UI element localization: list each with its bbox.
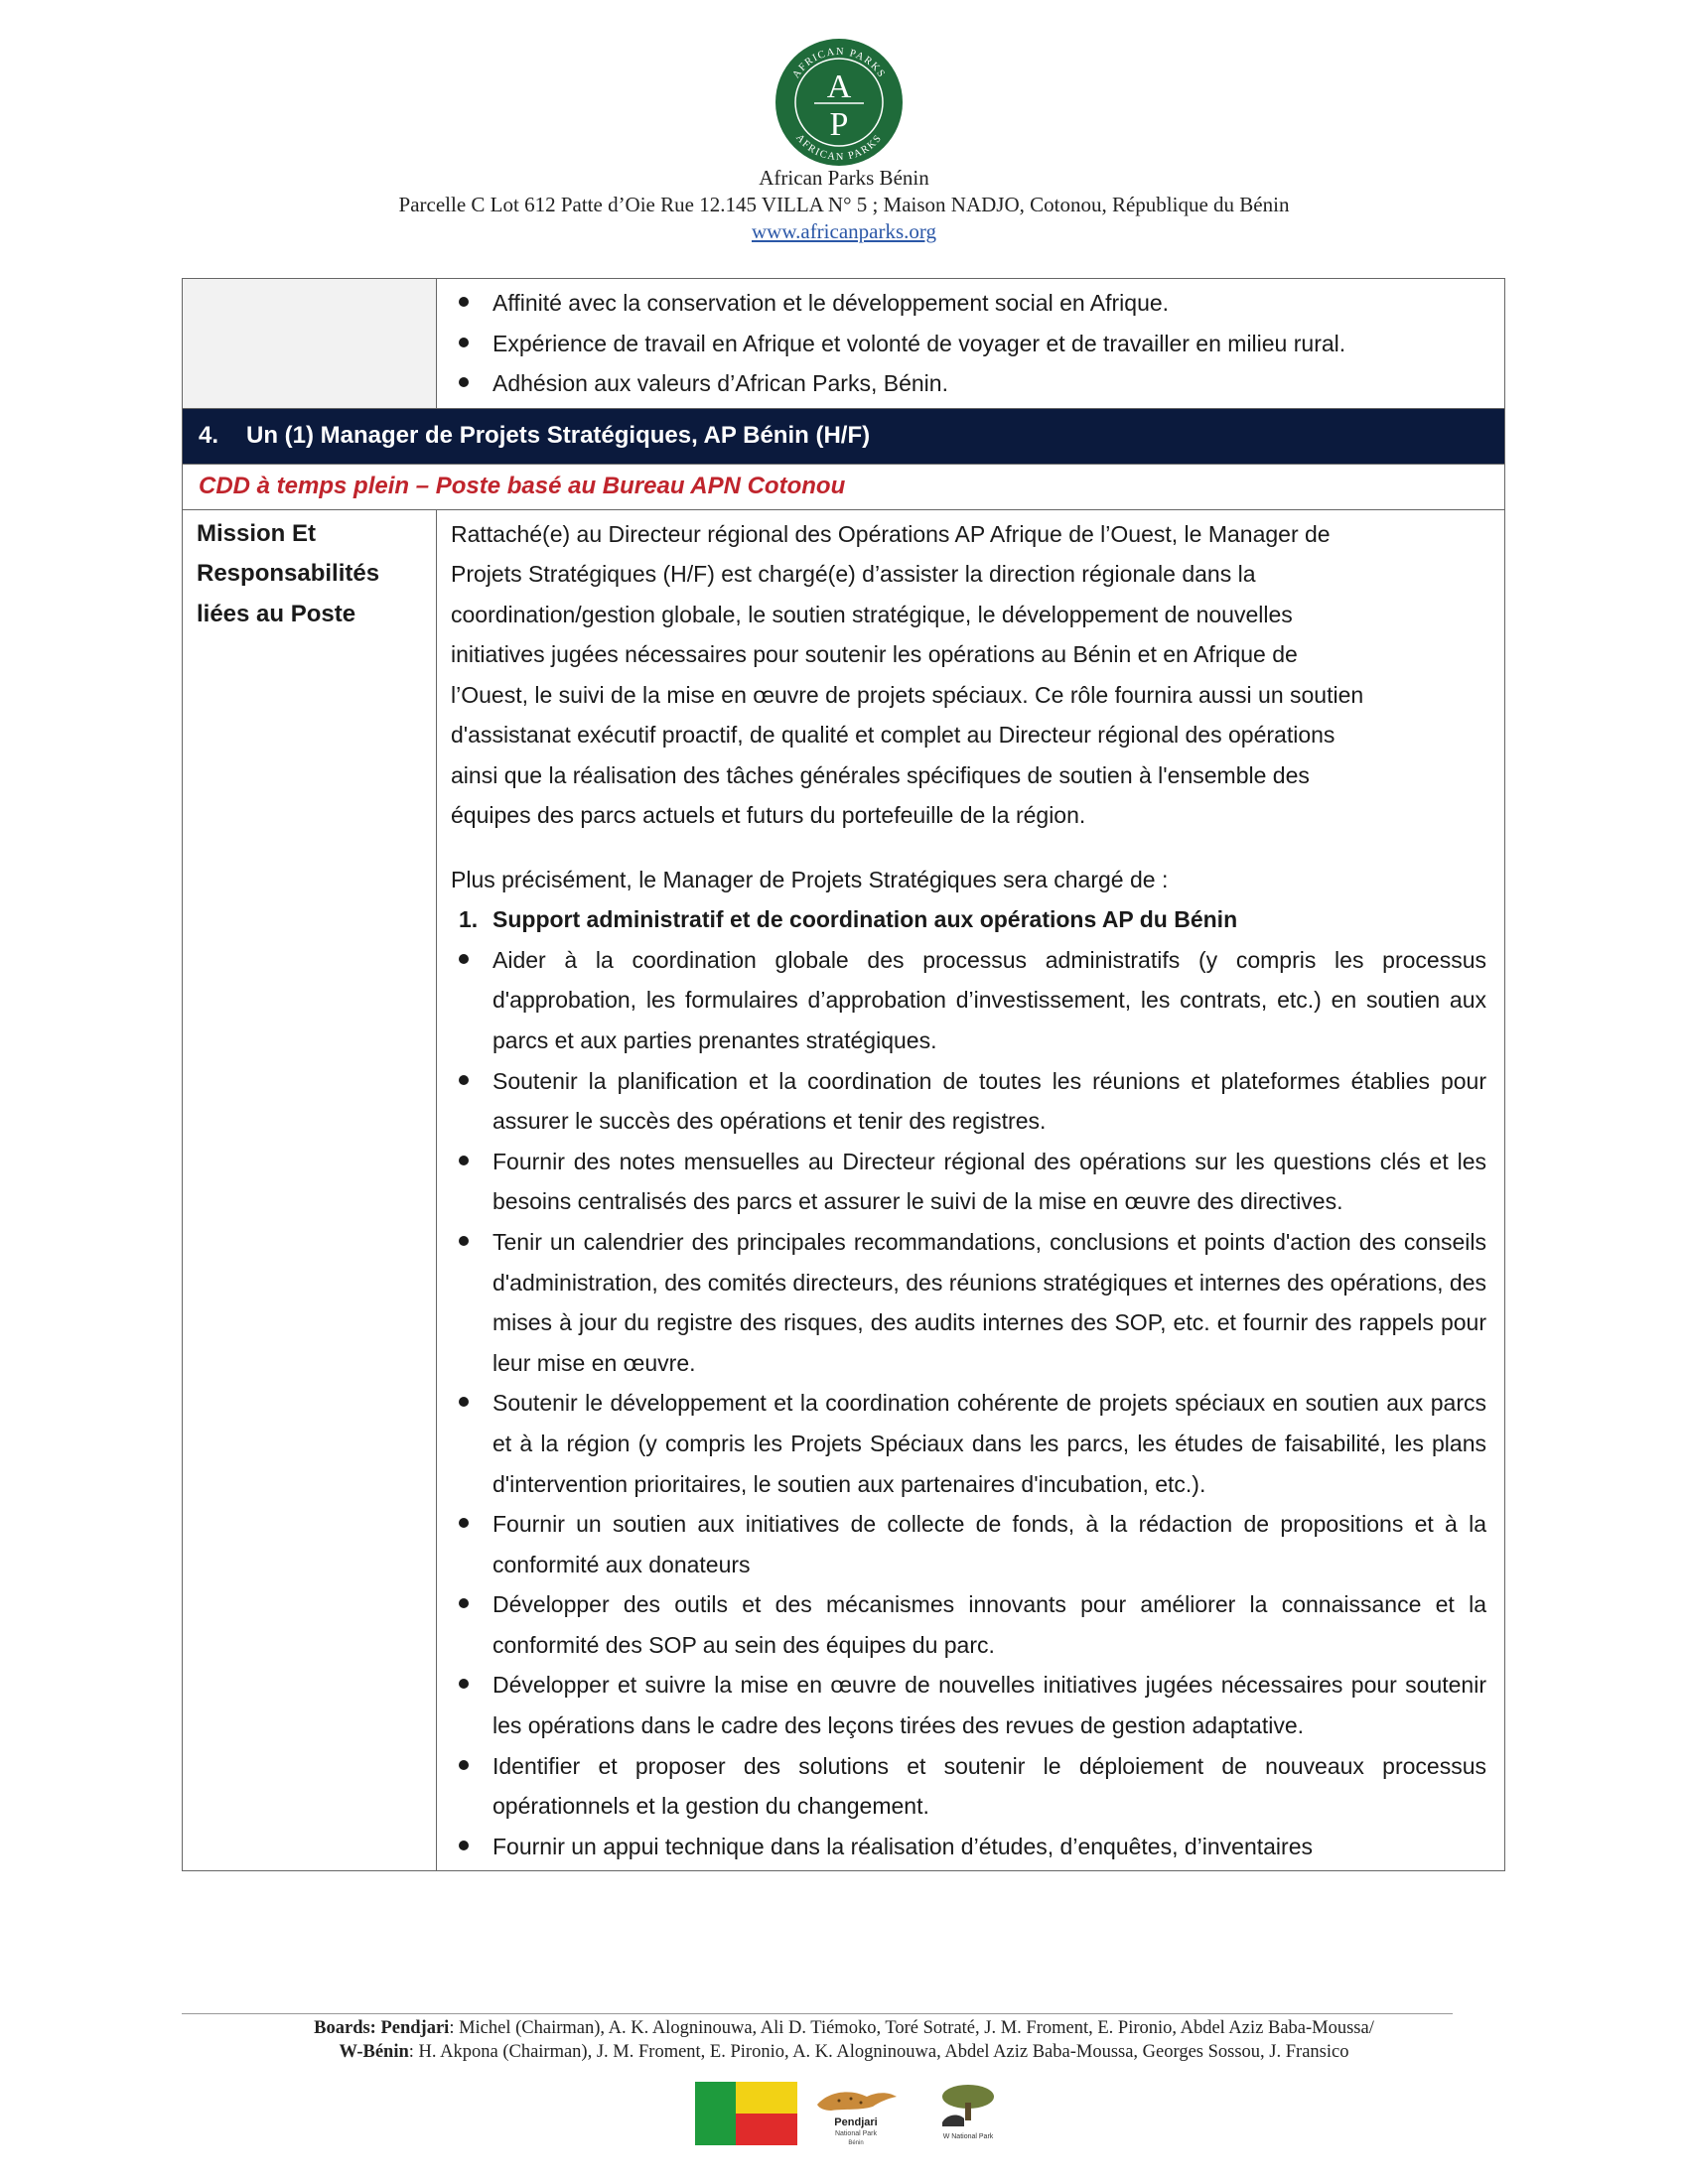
footer-divider: [182, 2013, 1453, 2014]
list-item: Fournir un soutien aux initiatives de collecte de fonds, à la rédaction de propositions et à la conformité aux donateurs: [451, 1504, 1486, 1584]
section-number: 4.: [199, 422, 219, 450]
list-item: Fournir des notes mensuelles au Directeur régional des opérations sur les questions clés et les besoins centralisés des parcs et assurer le suivi de la mise en œuvre des directives.: [451, 1142, 1486, 1222]
logo-letter-p: P: [829, 106, 849, 143]
logo-ring-top: AFRICAN PARKS: [790, 46, 888, 80]
w-national-park-logo: [928, 2077, 1008, 2148]
bullet-icon: [459, 1760, 469, 1770]
list-item: Aider à la coordination globale des processus administratifs (y compris les processus d'approbation, les formulaires d’approbation d’investissement, les contrats, etc.) en soutien aux parcs et aux parties prenantes stratégiques.: [451, 940, 1486, 1061]
african-parks-logo: [774, 38, 904, 167]
list-item: Tenir un calendrier des principales recommandations, conclusions et points d'action des conseils d'administration, des comités directeurs, des réunions stratégiques et internes des opérations, des mises à jour du registre des risques, des audits internes des SOP, etc. et fournir des rappels pour leur mise en œuvre.: [451, 1222, 1486, 1383]
list-item: Développer et suivre la mise en œuvre de nouvelles initiatives jugées nécessaires pour soutenir les opérations dans le cadre des leçons tirées des revues de gestion adaptative.: [451, 1665, 1486, 1745]
empty-label-cell: [183, 279, 437, 408]
bullet-icon: [459, 954, 469, 964]
list-item: Identifier et proposer des solutions et soutenir le déploiement de nouveaux processus opérationnels et la gestion du changement.: [451, 1746, 1486, 1827]
pendjari-park-logo: [809, 2077, 904, 2148]
section-title: Un (1) Manager de Projets Stratégiques, AP Bénin (H/F): [246, 422, 871, 450]
benin-flag-icon: [695, 2082, 797, 2145]
bullet-icon: [459, 1236, 469, 1246]
bullet-icon: [459, 1518, 469, 1528]
mission-intro: Rattaché(e) au Directeur régional des Opérations AP Afrique de l’Ouest, le Manager de Projets Stratégiques (H/F) est chargé(e) d’assister la direction régionale dans la coordination/gestion globale, le soutien stratégique, le développement de nouvelles initiatives jugées nécessaires pour soutenir les opérations au Bénin et en Afrique de l’Ouest, le suivi de la mise en œuvre de projets spéciaux. Ce rôle fournira aussi un soutien d'assistanat exécutif proactif, de qualité et complet au Directeur régional des opérations ainsi que la réalisation des tâches générales spécifiques de soutien à l'ensemble des équipes des parcs actuels et futurs du portefeuille de la région.: [451, 520, 1364, 829]
bullet-icon: [459, 1075, 469, 1085]
bullet-icon: [459, 297, 469, 307]
pendjari-logo-country: Bénin: [848, 2140, 864, 2146]
list-item: Développer des outils et des mécanismes innovants pour améliorer la connaissance et la conformité des SOP au sein des équipes du parc.: [451, 1584, 1486, 1665]
bullet-icon: [459, 1841, 469, 1850]
org-website-link[interactable]: www.africanparks.org: [751, 219, 937, 243]
list-item: Affinité avec la conservation et le développement social en Afrique.: [451, 283, 1486, 324]
list-item: Adhésion aux valeurs d’African Parks, Bénin.: [451, 363, 1486, 404]
org-name: African Parks Bénin: [759, 166, 929, 190]
bullet-icon: [459, 1156, 469, 1165]
requirements-cell: [437, 279, 1504, 408]
w-park-logo-name: W National Park: [942, 2133, 994, 2140]
contract-type: CDD à temps plein – Poste basé au Bureau APN Cotonou: [183, 465, 1504, 510]
logo-ring-bottom: AFRICAN PARKS: [793, 132, 885, 164]
bullet-icon: [459, 1598, 469, 1608]
list-item: Soutenir la planification et la coordination de toutes les réunions et plateformes établies pour assurer le succès des opérations et tenir des registres.: [451, 1061, 1486, 1142]
list-item: Fournir un appui technique dans la réalisation d’études, d’enquêtes, d’inventaires: [451, 1827, 1486, 1867]
subheading: 1. Support administratif et de coordination aux opérations AP du Bénin: [459, 906, 1238, 933]
logo-letter-a: A: [826, 68, 852, 105]
footer-boards-pendjari: Boards: Pendjari: Michel (Chairman), A. K. Alogninouwa, Ali D. Tiémoko, Toré Sotraté, J. M. Froment, E. Pironio, Abdel Aziz Baba-Moussa/: [314, 2018, 1374, 2038]
pendjari-logo-sub: National Park: [834, 2130, 878, 2137]
bullet-icon: [459, 1679, 469, 1689]
bullet-icon: [459, 377, 469, 387]
mission-label: Mission Et Responsabilités liées au Poste: [197, 519, 380, 627]
list-item: Soutenir le développement et la coordination cohérente de projets spéciaux en soutien aux parcs et à la région (y compris les Projets Spéciaux dans les parcs, les études de faisabilité, les plans d'intervention prioritaires, le soutien aux partenaires d'incubation, etc.).: [451, 1383, 1486, 1504]
mission-label-cell: [183, 510, 437, 1871]
job-description-table: [182, 278, 1505, 1871]
responsibilities-list: [451, 940, 1486, 1867]
bullet-icon: [459, 1397, 469, 1407]
pendjari-logo-name: Pendjari: [834, 2116, 878, 2128]
table-row-requirements-continued: [183, 279, 1504, 409]
mission-content-cell: [437, 510, 1504, 1871]
footer-boards-wbenin: W-Bénin: H. Akpona (Chairman), J. M. Froment, E. Pironio, A. K. Alogninouwa, Abdel Aziz Baba-Moussa, Georges Sossou, J. Fransico: [339, 2042, 1349, 2062]
org-address: Parcelle C Lot 612 Patte d’Oie Rue 12.145 VILLA N° 5 ; Maison NADJO, Cotonou, République du Bénin: [398, 193, 1290, 216]
bullet-icon: [459, 338, 469, 347]
list-item: Expérience de travail en Afrique et volonté de voyager et de travailler en milieu rural.: [451, 324, 1486, 364]
precisely-intro: Plus précisément, le Manager de Projets Stratégiques sera chargé de :: [451, 866, 1169, 892]
table-row-mission: [183, 510, 1504, 1871]
section-header: [183, 409, 1504, 465]
